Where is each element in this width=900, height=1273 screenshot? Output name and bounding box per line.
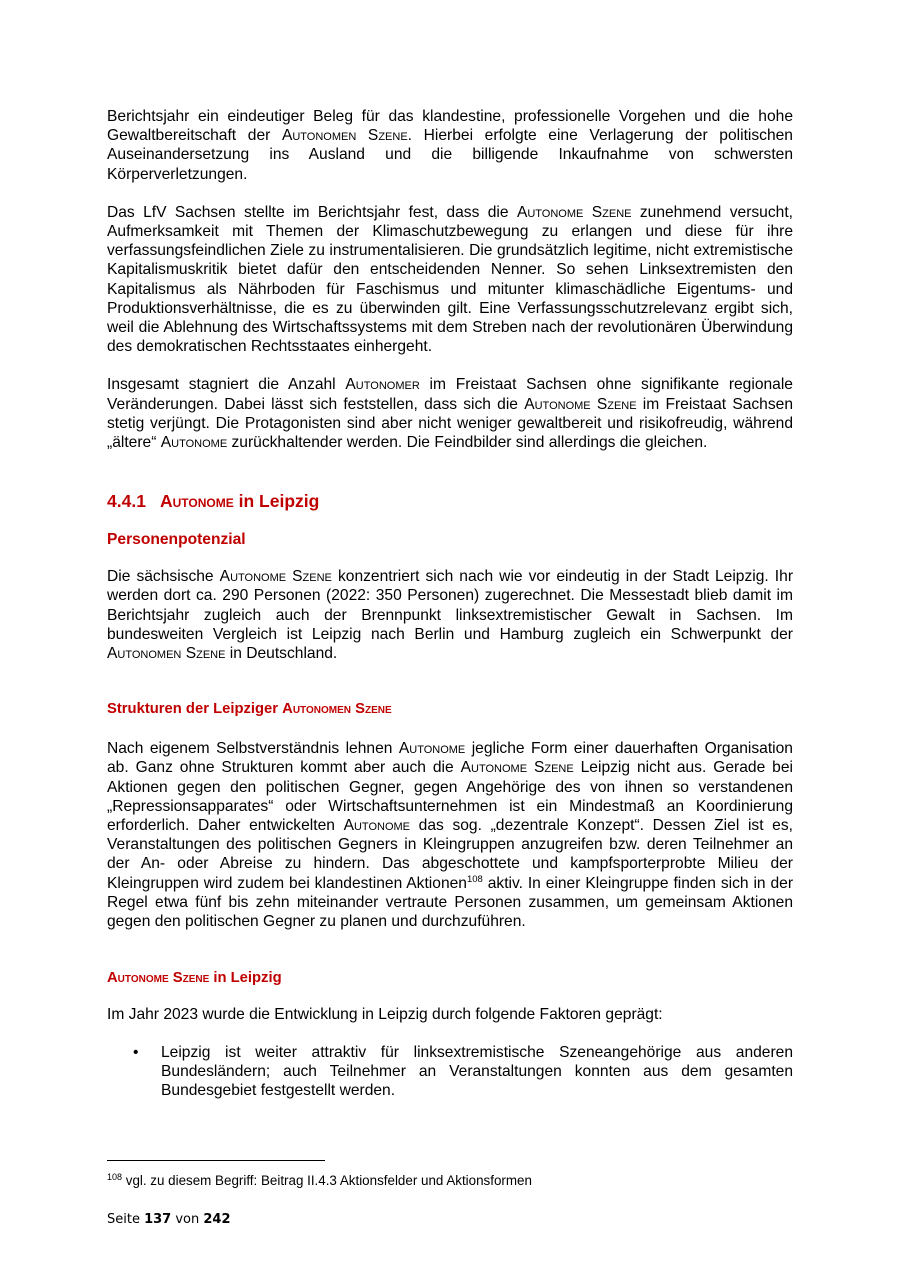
page-content — [107, 107, 793, 1100]
paragraph-entwicklung: Im Jahr 2023 wurde die Entwicklung in Leipzig durch folgende Faktoren geprägt: — [107, 1006, 663, 1024]
paragraph-intro: Berichtsjahr ein eindeutiger Beleg für das klandestine, professionelle Vorgehen und die hohe Gewaltbereitschaft der Autonomen Szene. Hierbei erfolgte eine Verlagerung der politischen Auseinandersetzung ins Ausland und die billigende Inkaufnahme von schwersten Körperverletzungen. — [107, 108, 793, 183]
subheading-personenpotenzial: Personenpotenzial — [107, 531, 246, 549]
footnote-divider — [107, 1160, 325, 1161]
page-number: Seite 137 von 242 — [107, 1212, 231, 1227]
list-item: • Leipzig ist weiter attraktiv für linksextremistische Szeneangehörige aus anderen Bundesländern; auch Teilnehmer an Veranstaltungen konnten aus dem gesamten Bundesgebiet festgestellt werden. — [133, 1043, 793, 1099]
subheading-szene-leipzig: Autonome Szene in Leipzig — [107, 970, 282, 987]
paragraph-strukturen: Nach eigenem Selbstverständnis lehnen Autonome jegliche Form einer dauerhaften Organisation ab. Ganz ohne Strukturen kommt aber auch die Autonome Szene Leipzig nicht aus. Gerade bei Aktionen gegen den politischen Gegner, gegen Angehörige des von ihnen so verstandenen „Repressionsapparates“ oder Wirtschaftsunternehmen ist ein Mindestmaß an Koordinierung erforderlich. Daher entwickelten Autonome das sog. „dezentrale Konzept“. Dessen Ziel ist es, Veranstaltungen des politischen Gegners in Kleingruppen anzugreifen bzw. deren Teilnehmer an der An- oder Abreise zu hindern. Das abgeschottete und kampfsporterprobte Milieu der Kleingruppen wird zudem bei klandestinen Aktionen$^{108}$ aktiv. In einer Kleingruppe finden sich in der Regel etwa fünf bis zehn miteinander vertraute Personen zusammen, um gemeinsam Aktionen gegen den politischen Gegner zu planen und durchzuführen. — [107, 740, 794, 931]
subheading-strukturen: Strukturen der Leipziger Autonomen Szene — [107, 701, 392, 718]
paragraph-personenpotenzial: Die sächsische Autonome Szene konzentriert sich nach wie vor eindeutig in der Stadt Leipzig. Ihr werden dort ca. 290 Personen (2022: 350 Personen) zugerechnet. Die Messestadt blieb damit im Berichtsjahr zugleich auch der Brennpunkt linksextremistischer Gewalt in Sachsen. Im bundesweiten Vergleich ist Leipzig nach Berlin und Hamburg zugleich ein Schwerpunkt der Autonomen Szene in Deutschland. — [107, 568, 794, 663]
factor-list — [107, 1043, 793, 1101]
footnote-reference[interactable]: 108 — [466, 873, 483, 885]
paragraph-climate: Das LfV Sachsen stellte im Berichtsjahr fest, dass die Autonome Szene zunehmend versucht, Aufmerksamkeit mit Themen der Klimaschutzbewegung zu erlangen und diese für ihre verfassungsfeindlichen Ziele zu instrumentalisieren. Die grundsätzlich legitime, nicht extremistische Kapitalismuskritik bietet dafür den entscheidenden Nenner. So sehen Linksextremisten den Kapitalismus als Nährboden für Faschismus und mitunter klimaschädliche Eigentums- und Produktionsverhältnisse, die es zu überwinden gilt. Eine Verfassungsschutzrelevanz ergibt sich, weil die Ablehnung des Wirtschaftssystems mit dem Streben nach der revolutionären Überwindung des demokratischen Rechtsstaates einhergeht. — [107, 203, 793, 356]
footnote: $^{108}$ vgl. zu diesem Begriff: Beitrag II.4.3 Aktionsfelder und Aktionsformen — [107, 1172, 532, 1188]
section-heading: 4.4.1 Autonome in Leipzig — [107, 491, 320, 512]
bullet-icon: • — [133, 1043, 139, 1061]
paragraph-stagnation: Insgesamt stagniert die Anzahl Autonomer im Freistaat Sachsen ohne signifikante regionale Veränderungen. Dabei lässt sich feststellen, dass sich die Autonome Szene im Freistaat Sachsen stetig verjüngt. Die Protagonisten sind aber nicht weniger gewaltbereit und risikofreudig, während „ältere“ Autonome zurückhaltender werden. Die Feindbilder sind allerdings die gleichen. — [107, 376, 793, 452]
